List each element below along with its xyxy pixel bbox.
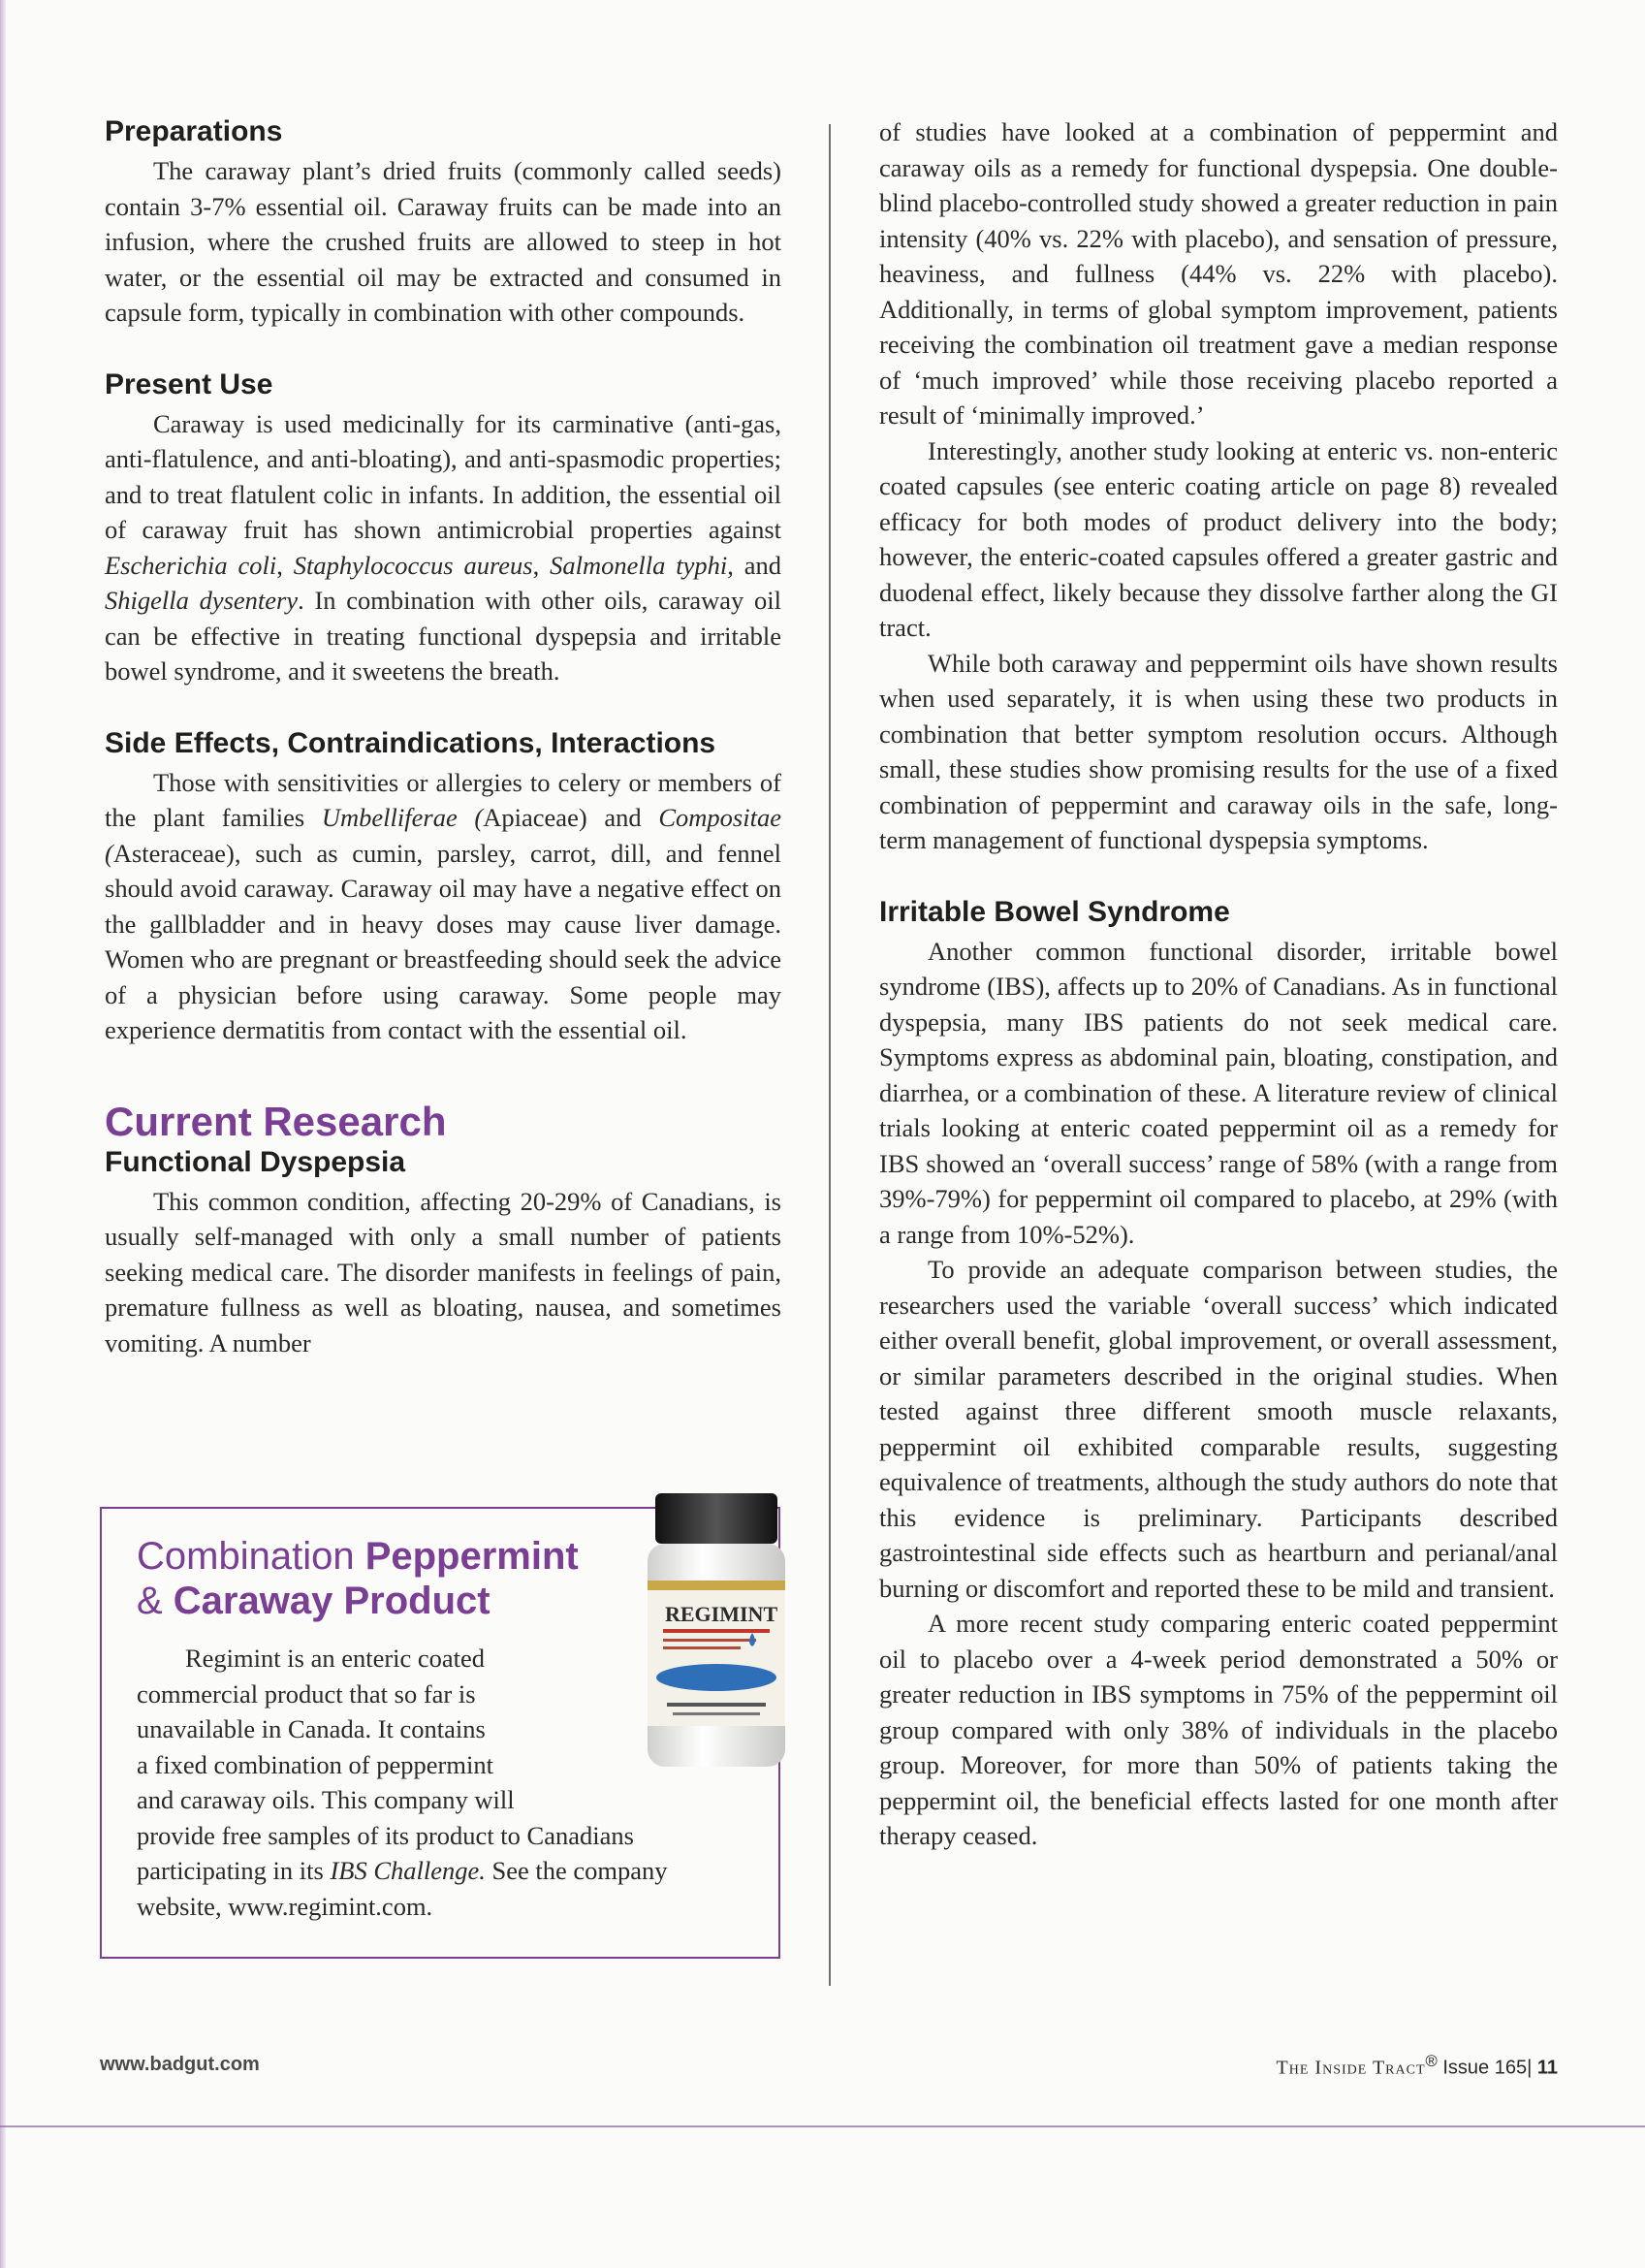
heading-present-use: Present Use: [105, 367, 273, 400]
paragraph: While both caraway and peppermint oils have shown results when used separately, it is when using these two products in combination that better symptom resolution occurs. Although small, these studies show promising results for the use of a fixed combination of peppermint and caraway oils in the safe, long-term management of functional dyspepsia symptoms.: [879, 648, 1558, 854]
page-edge: [0, 0, 6, 2268]
column-divider: [829, 124, 831, 1986]
footer-website: www.badgut.com: [100, 2054, 260, 2075]
issue-number: Issue 165: [1437, 2057, 1528, 2079]
section-current-research: [105, 1099, 781, 1361]
section-preparations: [105, 114, 781, 331]
paragraph: Caraway is used medicinally for its carminative (anti-gas, anti-flatulence, and anti-bloating), and anti-spasmodic properties; and to treat flatulent colic in infants. In addition, the essential oil of caraway fruit has shown antimicrobial properties against Escherichia coli, Staphylococcus aureus, Salmonella typhi, and Shigella dysentery. In combination with other oils, caraway oil can be effective in treating functional dyspepsia and irritable bowel syndrome, and it sweetens the breath.: [105, 408, 782, 686]
paragraph: The caraway plant’s dried fruits (commonly called seeds) contain 3-7% essential oil. Caraway fruits can be made into an infusion, where the crushed fruits are allowed to steep in hot water, or the essential oil may be extracted and consumed in capsule form, typically in combination with other compounds.: [105, 156, 781, 327]
product-box-title: Combination Peppermint & Caraway Product: [137, 1535, 579, 1622]
footer-issue-info: The Inside Tract® Issue 165| 11: [1276, 2052, 1558, 2079]
paragraph: A more recent study comparing enteric coated peppermint oil to placebo over a 4-week period demonstrated a 50% or greater reduction in IBS symptoms in 75% of the peppermint oil group compared with only 38% of individuals in the placebo group. Moreover, for more than 50% of patients taking the peppermint oil, the beneficial effects lasted for one month after therapy ceased.: [879, 1609, 1558, 1850]
section-side-effects: [105, 726, 781, 1048]
paragraph: This common condition, affecting 20-29% of Canadians, is usually self-managed with only a small number of patients seeking medical care. The disorder manifests in feelings of pain, premature fullness as well as bloating, nausea, and sometimes vomiting. A number: [105, 1186, 781, 1358]
subheading-functional-dyspepsia: Functional Dyspepsia: [105, 1145, 406, 1178]
product-bottle-image: [634, 1487, 799, 1778]
magazine-name: The Inside Tract: [1276, 2057, 1426, 2079]
heading-irritable-bowel-syndrome: Irritable Bowel Syndrome: [879, 895, 1230, 928]
heading-preparations: Preparations: [105, 115, 283, 147]
page-number: 11: [1536, 2057, 1558, 2079]
heading-side-effects: Side Effects, Contraindications, Interactions: [105, 726, 716, 759]
svg-text:REGIMINT: REGIMINT: [665, 1602, 778, 1626]
paragraph: Those with sensitivities or allergies to celery or members of the plant families Umbelliferae (Apiaceae) and Compositae (Asteraceae), such as cumin, parsley, carrot, dill, and fennel should avoid caraway. Caraway oil may have a negative effect on the gallbladder and in heavy doses may cause liver damage. Women who are pregnant or breastfeeding should seek the advice of a physician before using caraway. Some people may experience dermatitis from contact with the essential oil.: [105, 767, 781, 1044]
product-box-text: Regimint is an enteric coated commercial product that so far is unavailable in Canada. It contains a fixed combination of peppermint and caraway oils. This company will provide free samples of its product to Canadians participating in its IBS Challenge. See the company website, www.regimint.com.: [137, 1644, 668, 1921]
bottom-rule: [0, 2125, 1645, 2127]
section-present-use: [105, 367, 781, 689]
right-column: [879, 114, 1558, 1854]
paragraph: Another common functional disorder, irritable bowel syndrome (IBS), affects up to 20% of Canadians. As in functional dyspepsia, many IBS patients do not seek medical care. Symptoms express as abdominal pain, bloating, constipation, and diarrhea, or a combination of these. A literature review of clinical trials looking at enteric coated peppermint oil as a remedy for IBS showed an ‘overall success’ range of 58% (with a range from 39%-79%) for peppermint oil compared to placebo, at 29% (with a range from 10%-52%).: [879, 936, 1558, 1249]
paragraph: To provide an adequate comparison between studies, the researchers used the variable ‘overall success’ which indicated either overall benefit, global improvement, or overall assessment, or similar parameters described in the original studies. When tested against three different smooth muscle relaxants, peppermint oil exhibited comparable results, suggesting equivalence of treatments, although the study authors do note that this evidence is preliminary. Participants described gastrointestinal side effects such as heartburn and perianal/anal burning or discomfort and reported these to be mild and transient.: [879, 1255, 1558, 1603]
paragraph: of studies have looked at a combination of peppermint and caraway oils as a remedy for functional dyspepsia. One double-blind placebo-controlled study showed a greater reduction in pain intensity (40% vs. 22% with placebo), and sensation of pressure, heaviness, and fullness (44% vs. 22% with placebo). Additionally, in terms of global symptom improvement, patients receiving the combination oil treatment gave a median response of ‘much improved’ while those receiving placebo reported a result of ‘minimally improved.’: [879, 117, 1558, 430]
paragraph: Interestingly, another study looking at enteric vs. non-enteric coated capsules (see enteric coating article on page 8) revealed efficacy for both modes of product delivery into the body; however, the enteric-coated capsules offered a greater gastric and duodenal effect, likely because they dissolve farther along the GI tract.: [879, 435, 1558, 642]
heading-current-research: Current Research: [105, 1098, 447, 1144]
left-column: [105, 114, 781, 1360]
